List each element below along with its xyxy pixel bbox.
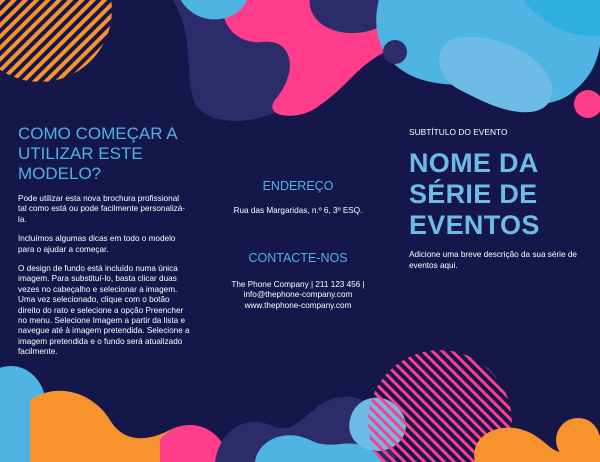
how-to-heading: COMO COMEÇAR A UTILIZAR ESTE MODELO? xyxy=(18,124,177,183)
top-blobs xyxy=(0,0,600,121)
event-subtitle: SUBTÍTULO DO EVENTO xyxy=(409,127,508,137)
contact-info xyxy=(212,280,384,312)
contact-heading: CONTACTE-NOS xyxy=(248,250,348,265)
pink-dot-right xyxy=(574,90,600,118)
tips-paragraph: Incluímos algumas dicas em todo o modelo para o ajudar a começar. xyxy=(18,234,176,254)
address-heading: ENDEREÇO xyxy=(262,179,334,193)
intro-paragraph: Pode utilizar esta nova brochura profissional tal como está ou pode facilmente personalizá-la. xyxy=(18,194,186,224)
right-panel xyxy=(409,127,589,271)
title-line-2: SÉRIE DE xyxy=(409,179,538,209)
left-panel xyxy=(18,124,190,367)
dark-dot-top xyxy=(383,40,407,64)
orange-dot-bottom-right xyxy=(556,418,600,462)
middle-panel xyxy=(212,178,384,311)
contact-website: www.thephone-company.com xyxy=(244,300,352,310)
event-series-title xyxy=(409,148,589,241)
event-description: Adicione uma breve descrição da sua série de eventos aqui. xyxy=(409,250,577,270)
address-text: Rua das Margaridas, n.º 6, 3º ESQ. xyxy=(233,206,363,215)
title-line-3: EVENTOS xyxy=(409,210,540,240)
contact-email: info@thephone-company.com xyxy=(243,290,353,299)
bottom-blobs xyxy=(0,350,600,462)
contact-company-phone: The Phone Company | 211 123 456 | xyxy=(231,279,365,289)
striped-circle-top-left xyxy=(0,0,112,82)
title-line-1: NOME DA xyxy=(409,148,539,178)
background-paragraph: O design de fundo está incluído numa única imagem. Para substituí-lo, basta clicar duas vezes no cabeçalho e selecionar a imagem. Uma vez selecionado, clique com o botão direito do rato e selecione a opção Preencher no menu. Selecione Imagem a partir da lista e navegue até à imagem pretendida. Selecione a imagem pretendida e o fundo será atualizado facilmente. xyxy=(18,264,190,357)
